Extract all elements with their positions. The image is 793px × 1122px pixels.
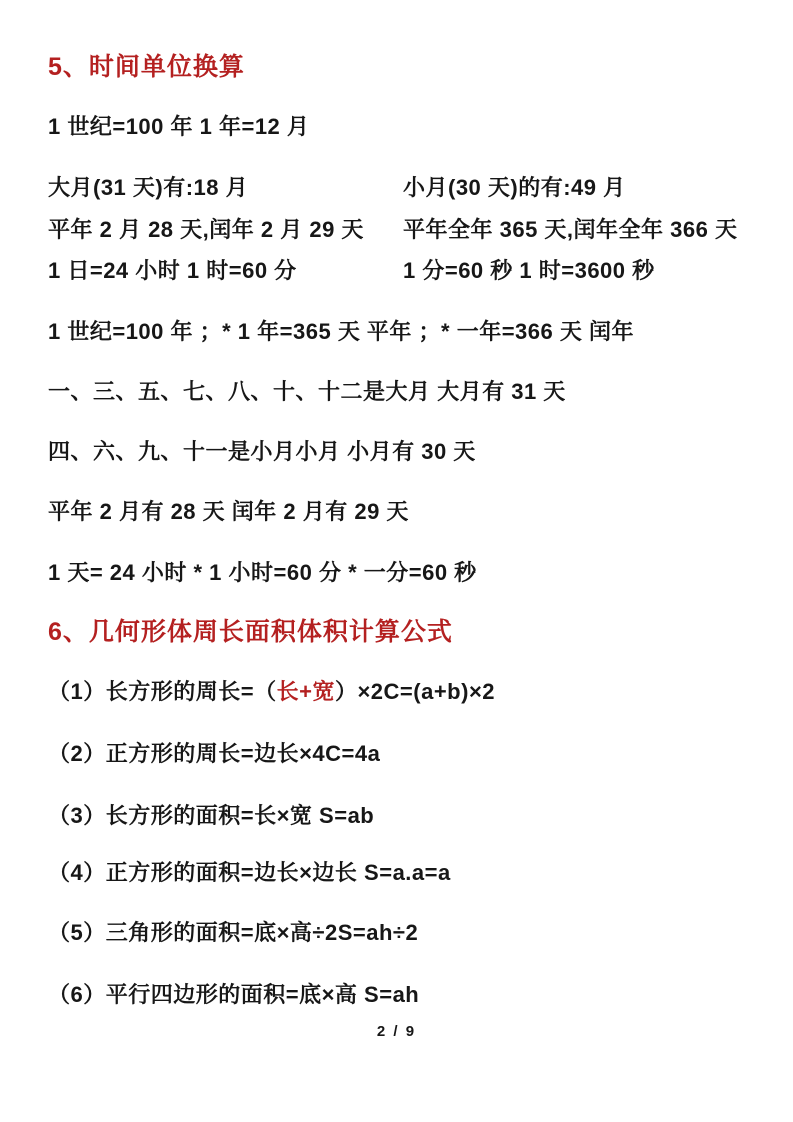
note-february: 平年 2 月有 28 天 闰年 2 月有 29 天 (48, 499, 409, 524)
note-small-months: 四、六、九、十一是小月小月 小月有 30 天 (48, 439, 476, 464)
formula-1-suffix: ）×2C=(a+b)×2 (334, 679, 496, 704)
facts-row-3-left: 1 日=24 小时 1 时=60 分 (48, 258, 297, 283)
facts-row-2-right: 平年全年 365 天,闰年全年 366 天 (403, 217, 738, 242)
note-day-hours: 1 天= 24 小时 * 1 小时=60 分 * 一分=60 秒 (48, 560, 477, 585)
formula-5: （5）三角形的面积=底×高÷2S=ah÷2 (48, 920, 419, 945)
section-5-heading: 5、时间单位换算 (48, 53, 245, 81)
section-6-heading: 6、几何形体周长面积体积计算公式 (48, 618, 453, 646)
facts-row-1-left: 大月(31 天)有:18 月 (48, 175, 249, 200)
formula-2: （2）正方形的周长=边长×4C=4a (48, 741, 381, 766)
formula-3: （3）长方形的面积=长×宽 S=ab (48, 803, 375, 828)
formula-1-highlight: 长+宽 (276, 679, 335, 704)
page-number: 2 / 9 (376, 1023, 417, 1040)
facts-row-3-right: 1 分=60 秒 1 时=3600 秒 (403, 258, 655, 283)
note-century-year: 1 世纪=100 年 ；* 1 年=365 天 平年 ；* 一年=366 天 闰年 (48, 319, 634, 344)
formula-1-prefix: （1）长方形的周长=（ (48, 679, 277, 704)
facts-row-1-right: 小月(30 天)的有:49 月 (403, 175, 626, 200)
note-big-months: 一、三、五、七、八、十、十二是大月 大月有 31 天 (48, 379, 566, 404)
formula-6: （6）平行四边形的面积=底×高 S=ah (48, 982, 420, 1007)
formula-1 (48, 677, 495, 707)
facts-row-2-left: 平年 2 月 28 天,闰年 2 月 29 天 (48, 217, 364, 242)
formula-4: （4）正方形的面积=边长×边长 S=a.a=a (48, 860, 451, 885)
section-5-intro: 1 世纪=100 年 1 年=12 月 (48, 114, 310, 139)
